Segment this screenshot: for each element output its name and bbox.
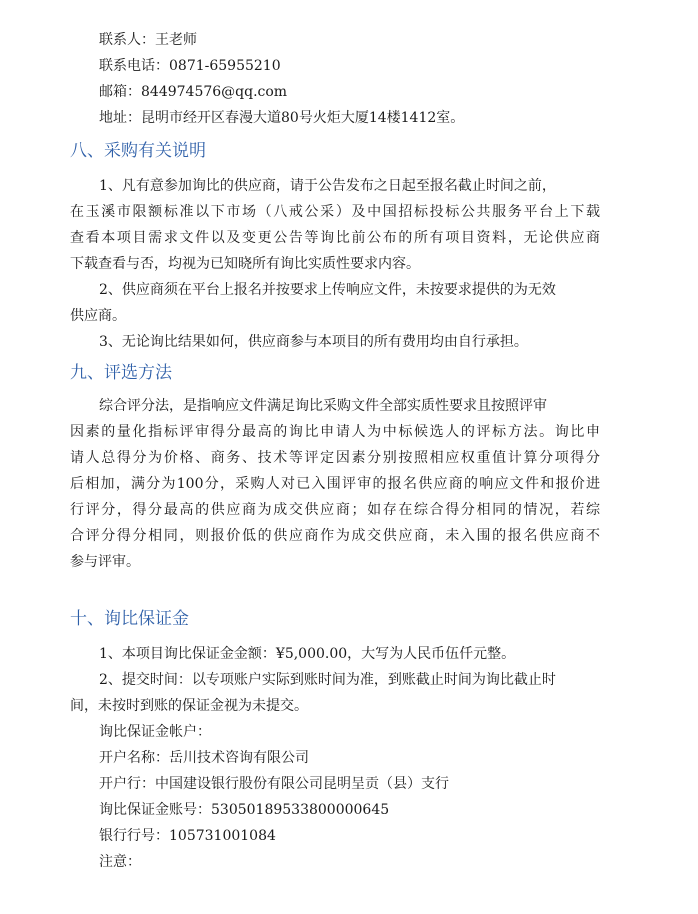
paragraph-line: 3、无论询比结果如何，供应商参与本项目的所有费用均由自行承担。 xyxy=(99,334,528,350)
paragraph-line: 综合评分法，是指响应文件满足询比采购文件全部实质性要求且按照评审 xyxy=(99,398,547,414)
paragraph-line: 在玉溪市限额标准以下市场（八戒公采）及中国招标投标公共服务平台上下载 xyxy=(70,204,600,220)
paragraph-line: 2、提交时间：以专项账户实际到账时间为准，到账截止时间为询比截止时 xyxy=(99,672,556,688)
paragraph-line: 下载查看与否，均视为已知晓所有询比实质性要求内容。 xyxy=(70,256,420,272)
paragraph-line: 请人总得分为价格、商务、技术等评定因素分别按照相应权重值计算分项得分 xyxy=(70,450,600,466)
deposit-account-name: 开户名称：岳川技术咨询有限公司 xyxy=(99,750,309,766)
paragraph-line: 1、本项目询比保证金金额：¥5,000.00，大写为人民币伍仟元整。 xyxy=(99,646,516,662)
paragraph-line: 参与评审。 xyxy=(70,554,140,570)
deposit-account-number: 询比保证金账号：53050189533800000645 xyxy=(99,802,390,818)
paragraph-line: 间，未按时到账的保证金视为未提交。 xyxy=(70,698,308,714)
contact-email: 邮箱：844974576@qq.com xyxy=(99,84,288,100)
paragraph-line: 后相加，满分为100分，采购人对已入围评审的报名供应商的响应文件和报价进 xyxy=(70,476,600,492)
paragraph-line: 因素的量化指标评审得分最高的询比申请人为中标候选人的评标方法。询比申 xyxy=(70,424,600,440)
paragraph-line: 1、凡有意参加询比的供应商，请于公告发布之日起至报名截止时间之前， xyxy=(99,178,556,194)
bank-code: 银行行号：105731001084 xyxy=(99,828,276,844)
section-heading-procurement-notes: 八、采购有关说明 xyxy=(70,141,206,161)
paragraph-line: 供应商。 xyxy=(70,308,126,324)
contact-person: 联系人：王老师 xyxy=(99,32,197,48)
deposit-bank: 开户行：中国建设银行股份有限公司昆明呈贡（县）支行 xyxy=(99,776,449,792)
deposit-account-title: 询比保证金帐户： xyxy=(99,724,211,740)
section-heading-deposit: 十、询比保证金 xyxy=(70,609,189,629)
paragraph-line: 查看本项目需求文件以及变更公告等询比前公布的所有项目资料，无论供应商 xyxy=(70,230,600,246)
contact-address: 地址：昆明市经开区春漫大道80号火炬大厦14楼1412室。 xyxy=(99,110,465,126)
note-label: 注意： xyxy=(99,854,141,870)
paragraph-line: 2、供应商须在平台上报名并按要求上传响应文件，未按要求提供的为无效 xyxy=(99,282,556,298)
section-heading-evaluation-method: 九、评选方法 xyxy=(70,363,172,383)
paragraph-line: 行评分，得分最高的供应商为成交供应商；如存在综合得分相同的情况，若综 xyxy=(70,502,600,518)
paragraph-line: 合评分得分相同，则报价低的供应商作为成交供应商，未入围的报名供应商不 xyxy=(70,528,600,544)
contact-phone: 联系电话：0871-65955210 xyxy=(99,58,281,74)
